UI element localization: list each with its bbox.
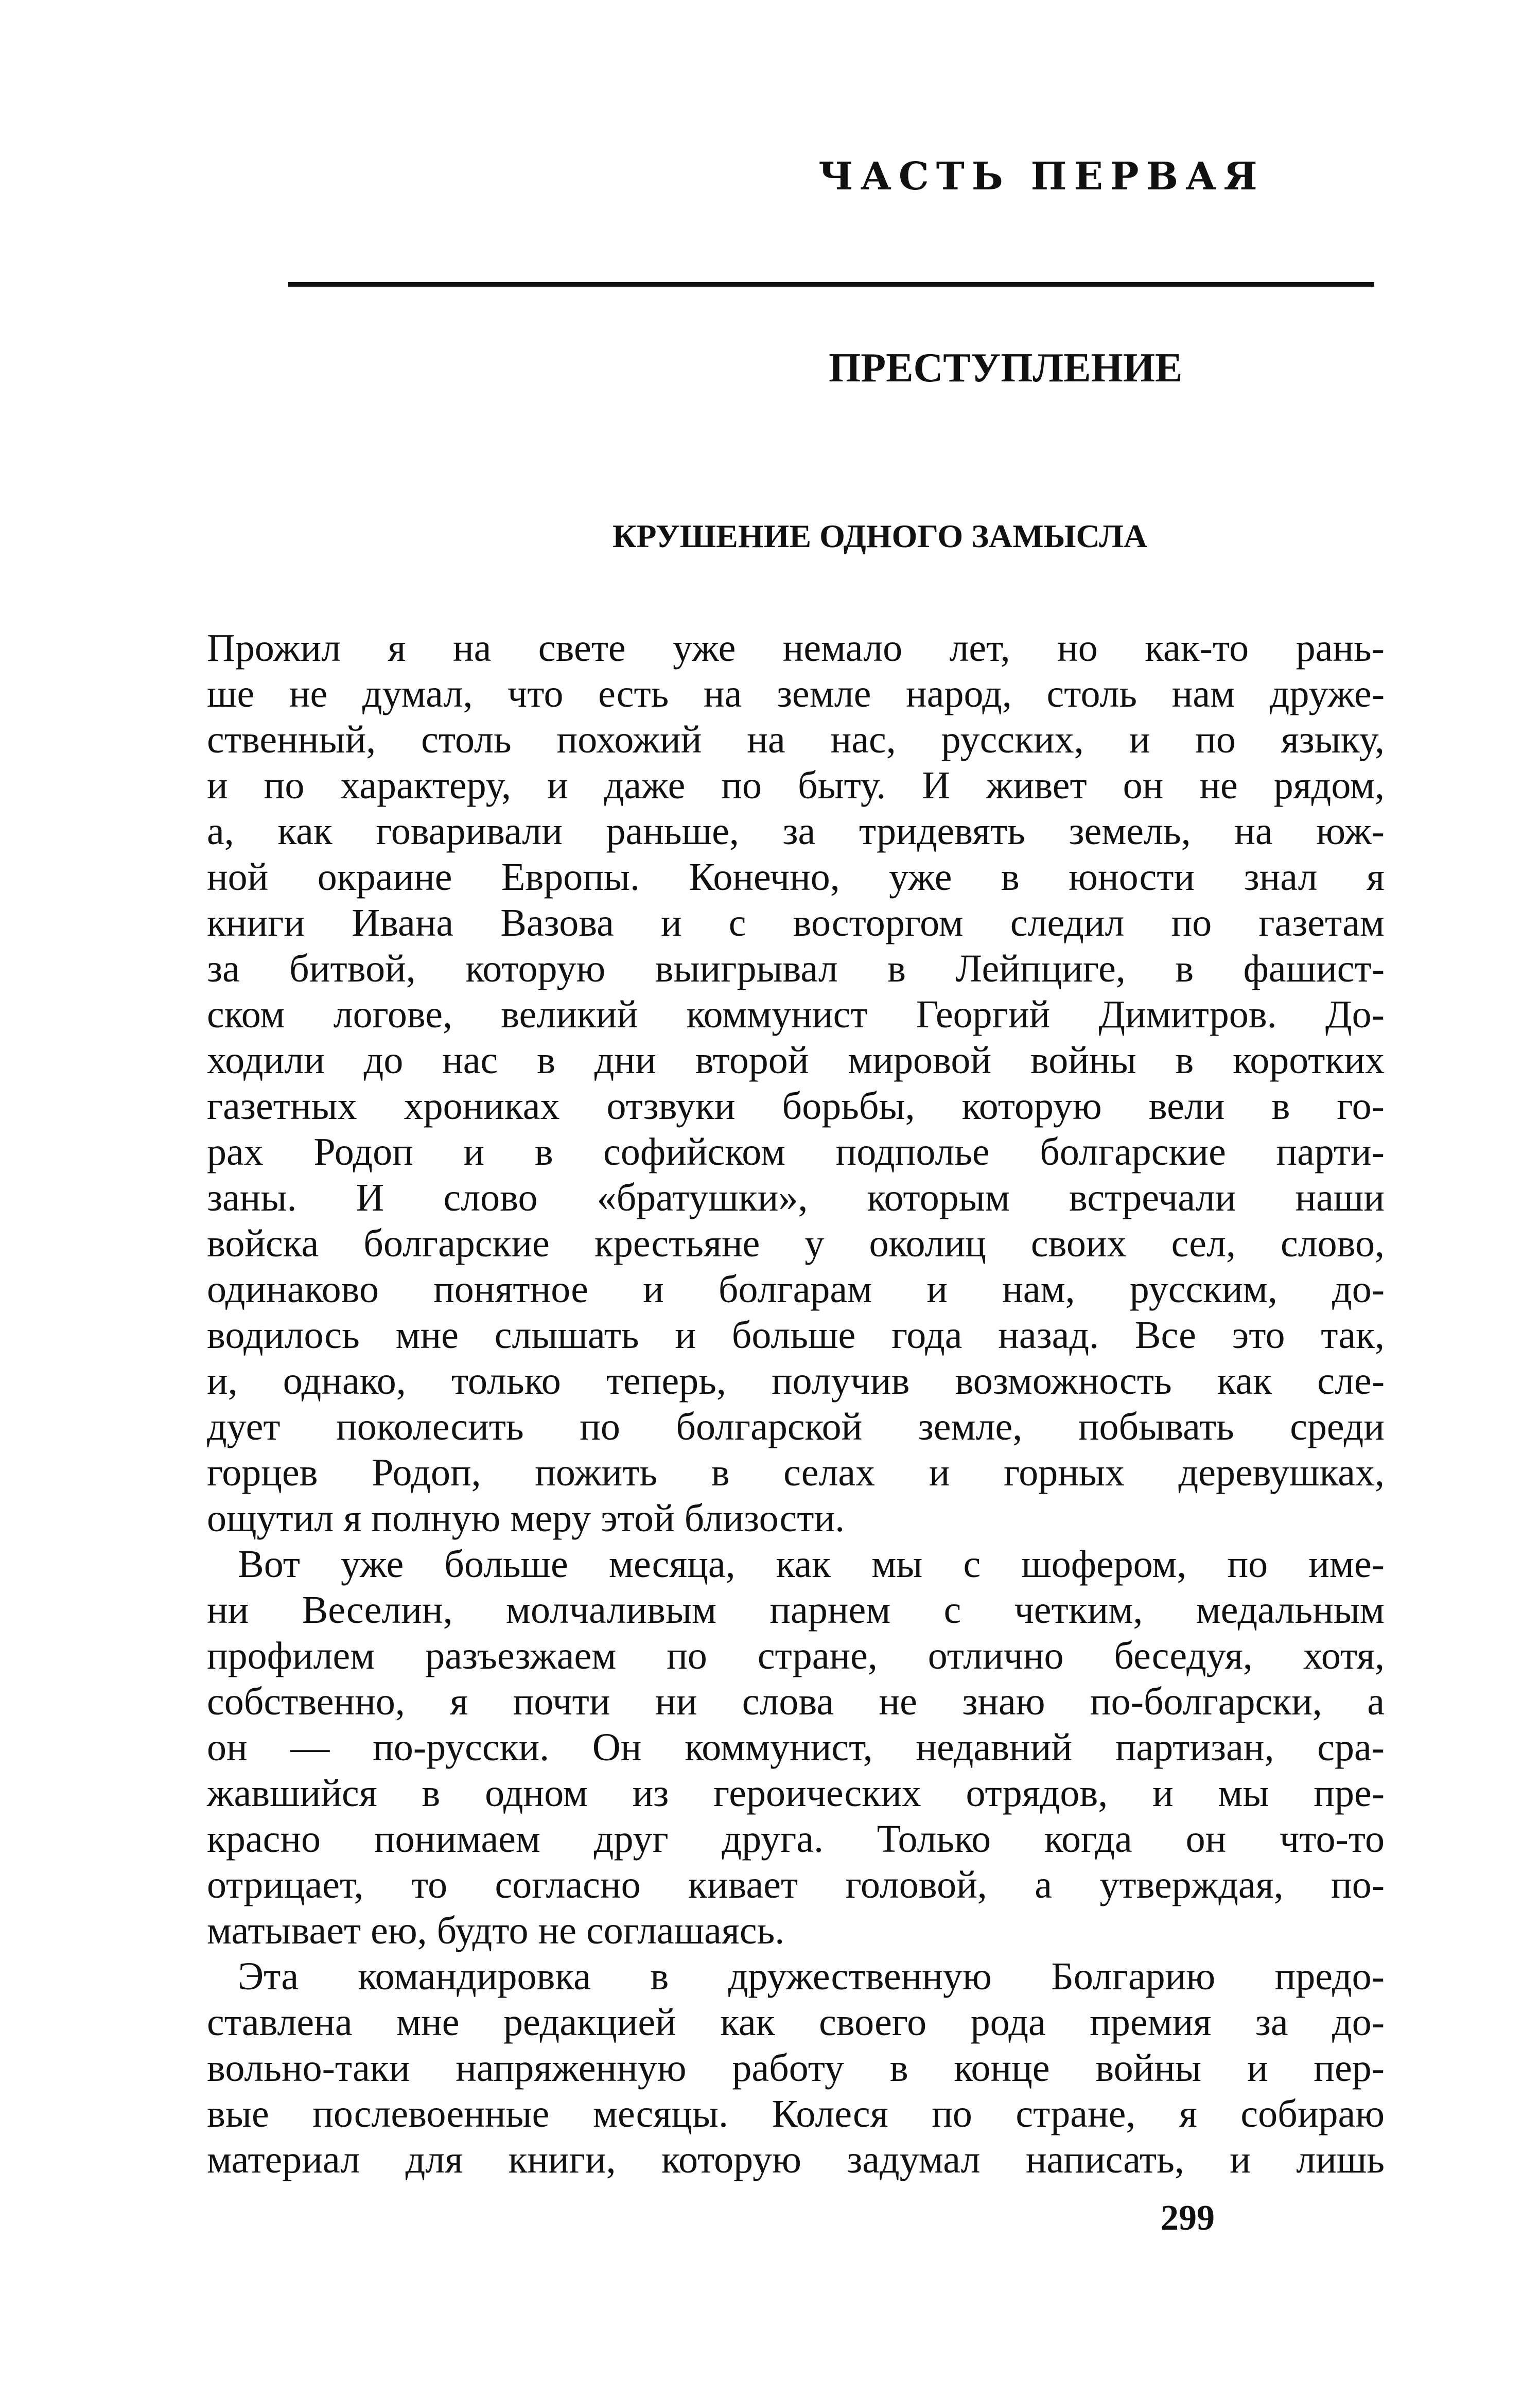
text-line: ощутил я полную меру этой близости.: [207, 1497, 845, 1540]
text-line: и, однако, только теперь, получив возможность как сле-: [207, 1359, 1385, 1403]
text-line: собственно, я почти ни слова не знаю по-болгарски, а: [207, 1680, 1385, 1723]
text-line: за битвой, которую выигрывал в Лейпциге, в фашист-: [207, 947, 1385, 990]
text-line: ставлена мне редакцией как своего рода премия за до-: [207, 2001, 1385, 2044]
text-line: Прожил я на свете уже немало лет, но как-то рань-: [207, 626, 1385, 670]
text-line: водилось мне слышать и больше года назад. Все это так,: [207, 1314, 1385, 1357]
text-line: горцев Родоп, пожить в селах и горных деревушках,: [207, 1451, 1385, 1494]
body-text: [207, 625, 1385, 2183]
text-line: одинаково понятное и болгарам и нам, русским, до-: [207, 1268, 1385, 1311]
text-line: ственный, столь похожий на нас, русских, и по языку,: [207, 718, 1385, 761]
paragraph: [207, 1954, 1385, 2183]
text-line: Эта командировка в дружественную Болгарию предо-: [238, 1955, 1385, 1998]
part-title: ЧАСТЬ ПЕРВАЯ: [818, 154, 1265, 199]
section-title: КРУШЕНИЕ ОДНОГО ЗАМЫСЛА: [612, 518, 1147, 554]
text-line: ной окраине Европы. Конечно, уже в юности знал я: [207, 855, 1385, 899]
text-line: Вот уже больше месяца, как мы с шофером, по име-: [238, 1543, 1385, 1586]
text-line: заны. И слово «братушки», которым встречали наши: [207, 1176, 1385, 1219]
text-line: книги Ивана Вазова и с восторгом следил по газетам: [207, 901, 1385, 944]
text-line: красно понимаем друг друга. Только когда он что-то: [207, 1817, 1385, 1861]
text-line: матывает ею, будто не соглашаясь.: [207, 1909, 785, 1952]
text-line: ше не думал, что есть на земле народ, столь нам друже-: [207, 672, 1385, 715]
text-line: материал для книги, которую задумал написать, и лишь: [207, 2138, 1385, 2181]
paragraph: [207, 1542, 1385, 1954]
text-line: ни Веселин, молчаливым парнем с четким, медальным: [207, 1588, 1385, 1632]
text-line: ходили до нас в дни второй мировой войны в коротких: [207, 1039, 1385, 1082]
paragraph: [207, 625, 1385, 1542]
chapter-title: ПРЕСТУПЛЕНИЕ: [829, 345, 1183, 391]
text-line: и по характеру, и даже по быту. И живет он не рядом,: [207, 764, 1385, 807]
text-line: он — по-русски. Он коммунист, недавний партизан, сра-: [207, 1726, 1385, 1769]
horizontal-rule: [288, 282, 1374, 287]
text-line: войска болгарские крестьяне у околиц своих сел, слово,: [207, 1222, 1385, 1265]
text-line: жавшийся в одном из героических отрядов, и мы пре-: [207, 1772, 1385, 1815]
text-line: а, как говаривали раньше, за тридевять земель, на юж-: [207, 810, 1385, 853]
text-line: газетных хрониках отзвуки борьбы, которую вели в го-: [207, 1084, 1385, 1128]
text-line: вые послевоенные месяцы. Колеся по стране, я собираю: [207, 2092, 1385, 2135]
text-line: рах Родоп и в софийском подполье болгарские парти-: [207, 1130, 1385, 1174]
text-line: вольно-таки напряженную работу в конце войны и пер-: [207, 2046, 1385, 2090]
text-line: ском логове, великий коммунист Георгий Димитров. До-: [207, 993, 1385, 1036]
text-line: профилем разъезжаем по стране, отлично беседуя, хотя,: [207, 1634, 1385, 1677]
page-number: 299: [1161, 2198, 1215, 2238]
text-line: дует поколесить по болгарской земле, побывать среди: [207, 1405, 1385, 1448]
text-line: отрицает, то согласно кивает головой, а утверждая, по-: [207, 1863, 1385, 1906]
